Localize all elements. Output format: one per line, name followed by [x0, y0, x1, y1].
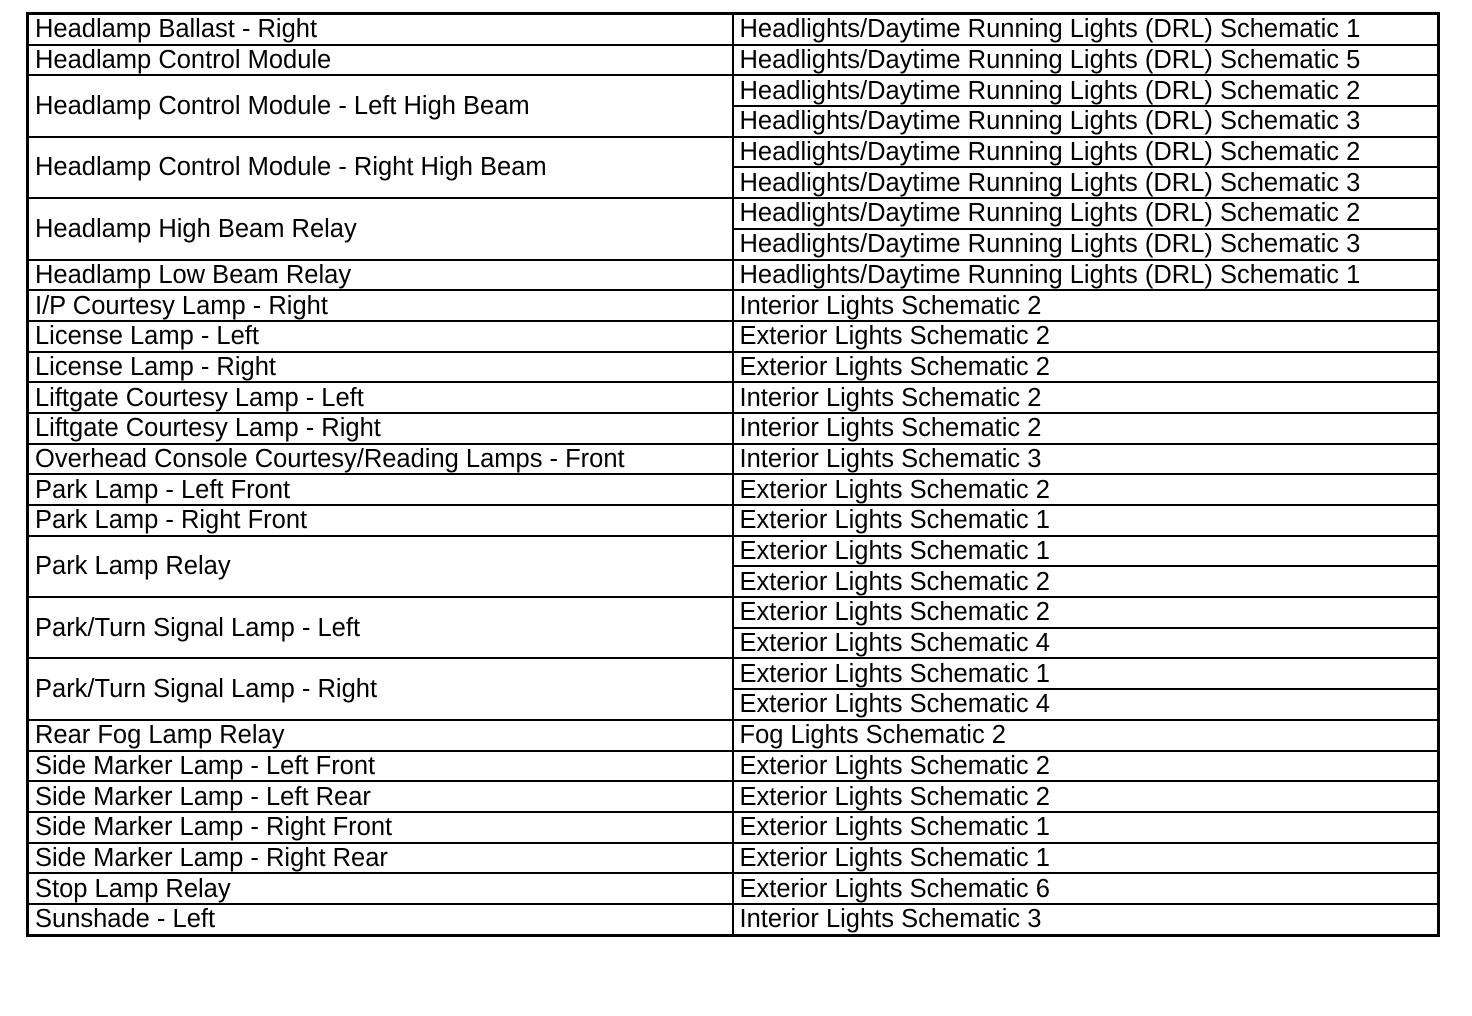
component-cell: License Lamp - Right: [28, 352, 733, 383]
component-cell: Sunshade - Left: [28, 904, 733, 935]
table-row: [28, 812, 1439, 843]
schematic-cell: Headlights/Daytime Running Lights (DRL) Schematic 1: [733, 14, 1439, 45]
schematic-cell: Exterior Lights Schematic 1: [733, 843, 1439, 874]
table-row: [28, 843, 1439, 874]
schematic-cell: Exterior Lights Schematic 2: [733, 474, 1439, 505]
component-cell: Headlamp High Beam Relay: [28, 198, 733, 259]
schematic-cell: Interior Lights Schematic 3: [733, 444, 1439, 475]
component-cell: Side Marker Lamp - Right Rear: [28, 843, 733, 874]
schematic-cell: Exterior Lights Schematic 6: [733, 873, 1439, 904]
table-row: [28, 321, 1439, 352]
schematic-cell: Headlights/Daytime Running Lights (DRL) Schematic 2: [733, 137, 1439, 168]
component-cell: Headlamp Control Module - Left High Beam: [28, 75, 733, 136]
component-cell: I/P Courtesy Lamp - Right: [28, 290, 733, 321]
schematic-cell: Exterior Lights Schematic 2: [733, 781, 1439, 812]
schematic-cell: Headlights/Daytime Running Lights (DRL) Schematic 3: [733, 229, 1439, 260]
schematic-cell: Fog Lights Schematic 2: [733, 720, 1439, 751]
schematic-cell: Headlights/Daytime Running Lights (DRL) Schematic 3: [733, 167, 1439, 198]
component-cell: Headlamp Low Beam Relay: [28, 260, 733, 291]
schematic-cell: Exterior Lights Schematic 1: [733, 536, 1439, 567]
component-cell: Liftgate Courtesy Lamp - Right: [28, 413, 733, 444]
component-cell: Liftgate Courtesy Lamp - Left: [28, 382, 733, 413]
table-row: [28, 658, 1439, 689]
table-row: [28, 474, 1439, 505]
component-schematic-table: [26, 12, 1440, 937]
table-row: [28, 198, 1439, 229]
table-row: [28, 873, 1439, 904]
schematic-cell: Exterior Lights Schematic 4: [733, 689, 1439, 720]
schematic-cell: Exterior Lights Schematic 1: [733, 658, 1439, 689]
component-cell: Park Lamp Relay: [28, 536, 733, 597]
schematic-cell: Exterior Lights Schematic 2: [733, 321, 1439, 352]
schematic-cell: Headlights/Daytime Running Lights (DRL) Schematic 1: [733, 260, 1439, 291]
schematic-cell: Exterior Lights Schematic 2: [733, 597, 1439, 628]
table-row: [28, 137, 1439, 168]
table-row: [28, 904, 1439, 935]
schematic-cell: Exterior Lights Schematic 2: [733, 566, 1439, 597]
component-cell: Park/Turn Signal Lamp - Right: [28, 658, 733, 719]
component-cell: Headlamp Ballast - Right: [28, 14, 733, 45]
schematic-cell: Exterior Lights Schematic 4: [733, 628, 1439, 659]
component-cell: Stop Lamp Relay: [28, 873, 733, 904]
schematic-cell: Exterior Lights Schematic 1: [733, 812, 1439, 843]
table-row: [28, 75, 1439, 106]
schematic-cell: Exterior Lights Schematic 2: [733, 751, 1439, 782]
table-row: [28, 290, 1439, 321]
component-cell: Park Lamp - Right Front: [28, 505, 733, 536]
schematic-cell: Interior Lights Schematic 2: [733, 413, 1439, 444]
table-row: [28, 597, 1439, 628]
schematic-cell: Headlights/Daytime Running Lights (DRL) Schematic 5: [733, 45, 1439, 76]
table-row: [28, 45, 1439, 76]
component-cell: License Lamp - Left: [28, 321, 733, 352]
table-row: [28, 352, 1439, 383]
schematic-cell: Exterior Lights Schematic 2: [733, 352, 1439, 383]
table-row: [28, 260, 1439, 291]
table-row: [28, 720, 1439, 751]
component-cell: Side Marker Lamp - Left Front: [28, 751, 733, 782]
component-cell: Headlamp Control Module - Right High Beam: [28, 137, 733, 198]
schematic-cell: Interior Lights Schematic 3: [733, 904, 1439, 935]
table-row: [28, 14, 1439, 45]
table-row: [28, 382, 1439, 413]
table-row: [28, 444, 1439, 475]
table-row: [28, 505, 1439, 536]
table-row: [28, 413, 1439, 444]
schematic-cell: Headlights/Daytime Running Lights (DRL) Schematic 2: [733, 198, 1439, 229]
component-cell: Side Marker Lamp - Left Rear: [28, 781, 733, 812]
schematic-cell: Exterior Lights Schematic 1: [733, 505, 1439, 536]
table-row: [28, 781, 1439, 812]
component-cell: Overhead Console Courtesy/Reading Lamps - Front: [28, 444, 733, 475]
schematic-cell: Interior Lights Schematic 2: [733, 290, 1439, 321]
component-cell: Park Lamp - Left Front: [28, 474, 733, 505]
schematic-cell: Headlights/Daytime Running Lights (DRL) Schematic 3: [733, 106, 1439, 137]
table-body: [28, 14, 1439, 936]
schematic-cell: Interior Lights Schematic 2: [733, 382, 1439, 413]
component-cell: Park/Turn Signal Lamp - Left: [28, 597, 733, 658]
schematic-cell: Headlights/Daytime Running Lights (DRL) Schematic 2: [733, 75, 1439, 106]
table-row: [28, 536, 1439, 567]
table-row: [28, 751, 1439, 782]
component-cell: Rear Fog Lamp Relay: [28, 720, 733, 751]
component-cell: Side Marker Lamp - Right Front: [28, 812, 733, 843]
component-cell: Headlamp Control Module: [28, 45, 733, 76]
